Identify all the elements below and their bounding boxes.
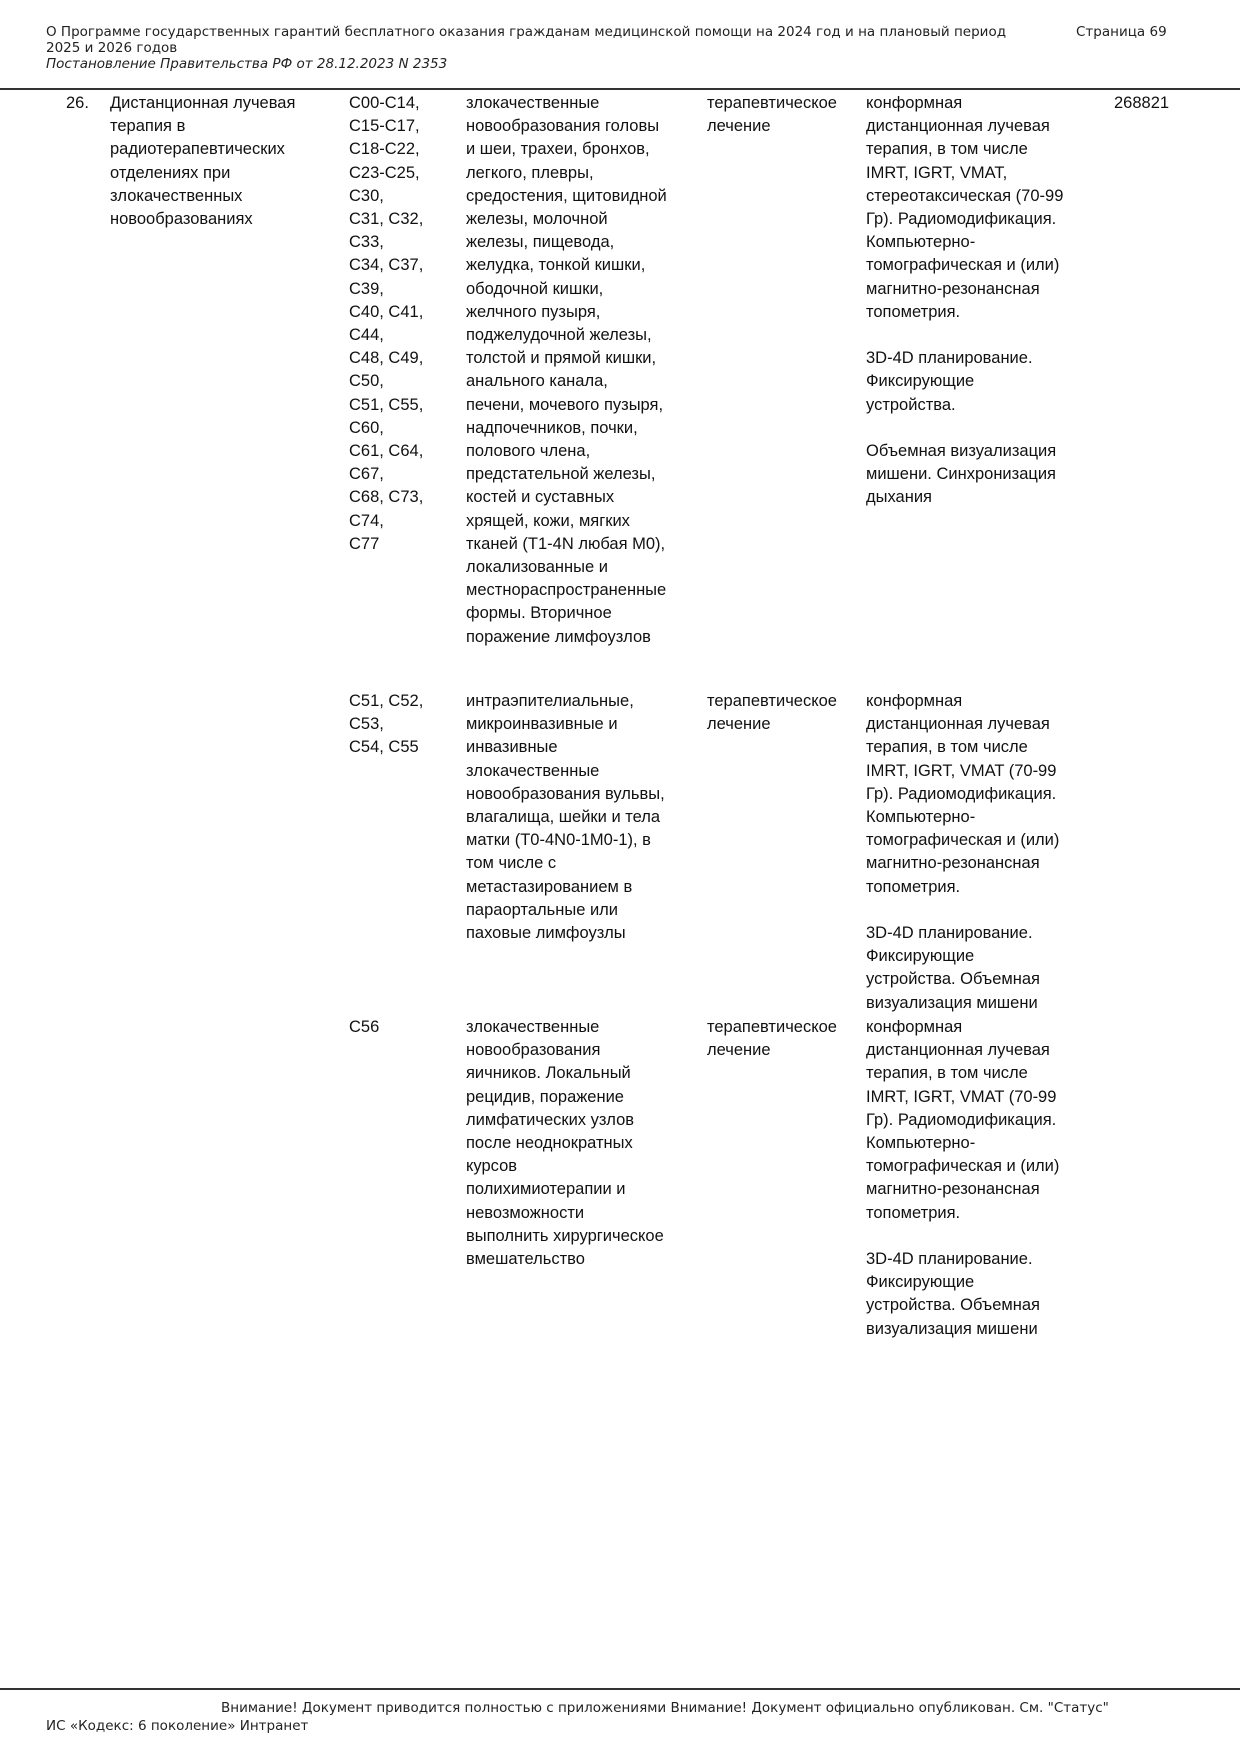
document-title: О Программе государственных гарантий бесплатного оказания гражданам медицинской помощи на 2024 год и на плановый период 2025 и 2026 годов [46, 24, 1007, 56]
footer-notice: Внимание! Документ приводится полностью с приложениями Внимание! Документ официально опубликован. См. "Статус" [221, 1700, 1109, 1716]
icd-codes: C56 [349, 1018, 380, 1036]
footer-system: ИС «Кодекс: 6 поколение» Интранет [46, 1718, 309, 1734]
diagnosis: злокачественные новообразования головы и шеи, трахеи, бронхов, легкого, плевры, средостения, щитовидной железы, молочной железы, пищевода, желудка, тонкой кишки, ободочной кишки, желчного пузыря, поджелудочной железы, толстой и прямой кишки, анального канала, печени, мочевого пузыря, надпочечников, почки, полового члена, предстательной железы, костей и суставных хрящей, кожи, мягких тканей (T1-4N любая M0), локализованные и местнораспространенные формы. Вторичное поражение лимфоузлов [466, 94, 667, 646]
diagnosis: интраэпителиальные, микроинвазивные и инвазивные злокачественные новообразования вульвы, влагалища, шейки и тела матки (T0-4N0-1M0-1), в том числе с метастазированием в параортальные или паховые лимфоузлы [466, 692, 665, 943]
icd-codes: C51, C52, C53, C54, C55 [349, 692, 424, 757]
header-divider [0, 88, 1240, 90]
treatment-type: терапевтическое лечение [707, 1018, 837, 1060]
diagnosis: злокачественные новообразования яичников. Локальный рецидив, поражение лимфатических узлов после неоднократных курсов полихимиотерапии и невозможности выполнить хирургическое вмешательство [466, 1018, 664, 1269]
page-header [46, 24, 1196, 72]
icd-codes: C00-C14, C15-C17, C18-C22, C23-C25, C30, C31, C32, C33, C34, C37, C39, C40, C41, C44, C48, C49, C50, C51, C55, C60, C61, C64, C67, C68, C73, C74, C77 [349, 94, 424, 553]
treatment-method: конформная дистанционная лучевая терапия, в том числе IMRT, IGRT, VMAT (70-99 Гр). Радиомодификация. Компьютерно- томографическая и (или) магнитно-резонансная топометрия. 3D-4D планирование. Фиксирующие устройства. Объемная визуализация мишени [866, 692, 1060, 1012]
treatment-method: конформная дистанционная лучевая терапия, в том числе IMRT, IGRT, VMAT, стереотаксическая (70-99 Гр). Радиомодификация. Компьютерно- томографическая и (или) магнитно-резонансная топометрия. 3D-4D планирование. Фиксирующие устройства. Объемная визуализация мишени. Синхронизация дыхания [866, 94, 1064, 507]
service-price: 268821 [1114, 94, 1170, 112]
row-number: 26. [66, 94, 89, 112]
treatment-type: терапевтическое лечение [707, 692, 837, 734]
service-name: Дистанционная лучевая терапия в радиотерапевтических отделениях при злокачественных новообразованиях [110, 94, 296, 229]
treatment-type: терапевтическое лечение [707, 94, 837, 136]
page-number: Страница 69 [1076, 24, 1167, 40]
footer-divider [0, 1688, 1240, 1690]
document-subtitle: Постановление Правительства РФ от 28.12.2023 N 2353 [46, 56, 448, 72]
treatment-method: конформная дистанционная лучевая терапия, в том числе IMRT, IGRT, VMAT (70-99 Гр). Радиомодификация. Компьютерно- томографическая и (или) магнитно-резонансная топометрия. 3D-4D планирование. Фиксирующие устройства. Объемная визуализация мишени [866, 1018, 1060, 1338]
